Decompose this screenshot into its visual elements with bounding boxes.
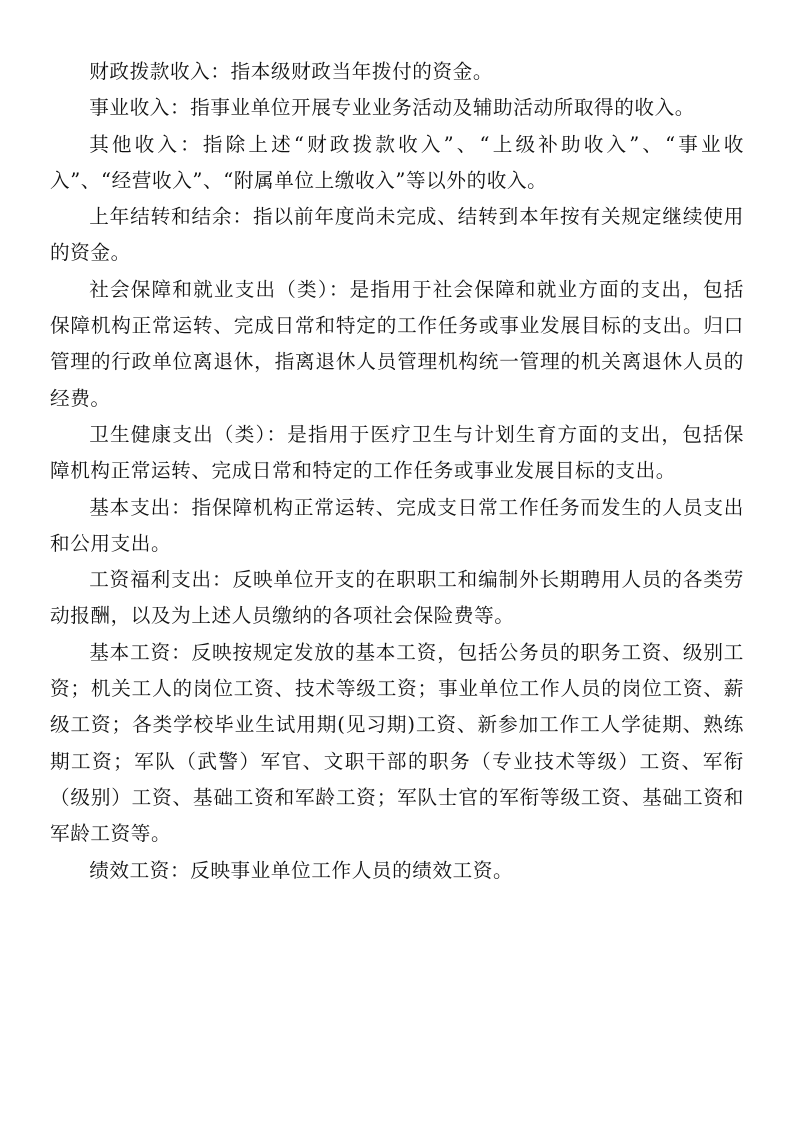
paragraph-basic-expenditure: 基本支出：指保障机构正常运转、完成支日常工作任务而发生的人员支出和公用支出。 [50, 495, 744, 555]
paragraph-prior-year-carryover: 上年结转和结余：指以前年度尚未完成、结转到本年按有关规定继续使用的资金。 [50, 205, 744, 265]
paragraph-performance-salary: 绩效工资：反映事业单位工作人员的绩效工资。 [89, 858, 514, 882]
paragraph-health-expenditure: 卫生健康支出（类）：是指用于医疗卫生与计划生育方面的支出，包括保障机构正常运转、完成日常和特定的工作任务或事业发展目标的支出。 [50, 422, 744, 483]
paragraph-other-income: 其他收入：指除上述“财政拨款收入”、“上级补助收入”、“事业收入”、“经营收入”、“附属单位上缴收入”等以外的收入。 [50, 132, 744, 192]
paragraph-fiscal-appropriation-income: 财政拨款收入：指本级财政当年拨付的资金。 [89, 60, 494, 83]
paragraph-business-income: 事业收入：指事业单位开展专业业务活动及辅助活动所取得的收入。 [89, 96, 695, 120]
document-page [50, 54, 744, 889]
paragraph-salary-welfare-expenditure: 工资福利支出：反映单位开支的在职职工和编制外长期聘用人员的各类劳动报酬，以及为上述人员缴纳的各项社会保险费等。 [50, 568, 744, 628]
paragraph-social-security-expenditure: 社会保障和就业支出（类）：是指用于社会保障和就业方面的支出，包括保障机构正常运转、完成日常和特定的工作任务或事业发展目标的支出。归口管理的行政单位离退休，指离退休人员管理机构统一管理的机关离退休人员的经费。 [50, 277, 744, 410]
paragraph-basic-salary: 基本工资：反映按规定发放的基本工资，包括公务员的职务工资、级别工资；机关工人的岗位工资、技术等级工资；事业单位工作人员的岗位工资、薪级工资；各类学校毕业生试用期(见习期)工资、新参加工作工人学徒期、熟练期工资；军队（武警）军官、文职干部的职务（专业技术等级）工资、军衔（级别）工资、基础工资和军龄工资；军队士官的军衔等级工资、基础工资和军龄工资等。 [50, 640, 744, 846]
